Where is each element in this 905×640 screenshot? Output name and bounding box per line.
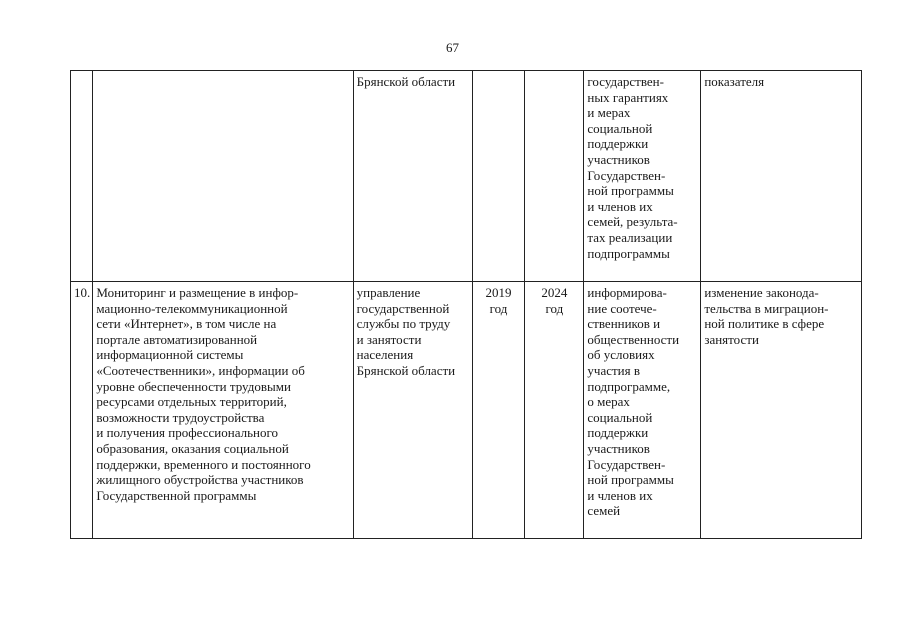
table-row bbox=[71, 71, 862, 282]
cell-measure bbox=[93, 71, 353, 282]
cell-number bbox=[71, 71, 93, 282]
page-number: 67 bbox=[446, 40, 459, 55]
cell-result: государствен- ных гарантиях и мерах социальной поддержки участников Государствен- ной программы и членов их семей, результа- тах реализации подпрограммы bbox=[584, 71, 701, 282]
cell-number: 10. bbox=[71, 282, 93, 539]
cell-executor: Брянской области bbox=[353, 71, 472, 282]
cell-indicator: показателя bbox=[701, 71, 862, 282]
cell-result: информирова- ние соотече- ственников и общественности об условиях участия в подпрограмме, о мерах социальной поддержки участников Государствен- ной программы и членов их семей bbox=[584, 282, 701, 539]
cell-indicator: изменение законода- тельства в миграцион- ной политике в сфере занятости bbox=[701, 282, 862, 539]
cell-start-year: 2019 год bbox=[472, 282, 525, 539]
measures-table bbox=[70, 70, 862, 539]
cell-measure: Мониторинг и размещение в инфор- мационно-телекоммуникационной сети «Интернет», в том числе на портале автоматизированной информационной системы «Соотечественники», информации об уровне обеспеченности трудовыми ресурсами отдельных территорий, возможности трудоустройства и получения профессионального образования, оказания социальной поддержки, временного и постоянного жилищного обустройства участников Государственной программы bbox=[93, 282, 353, 539]
cell-executor: управление государственной службы по труду и занятости населения Брянской области bbox=[353, 282, 472, 539]
cell-end-year: 2024 год bbox=[525, 282, 584, 539]
cell-end-year bbox=[525, 71, 584, 282]
cell-start-year bbox=[472, 71, 525, 282]
table-row bbox=[71, 282, 862, 539]
